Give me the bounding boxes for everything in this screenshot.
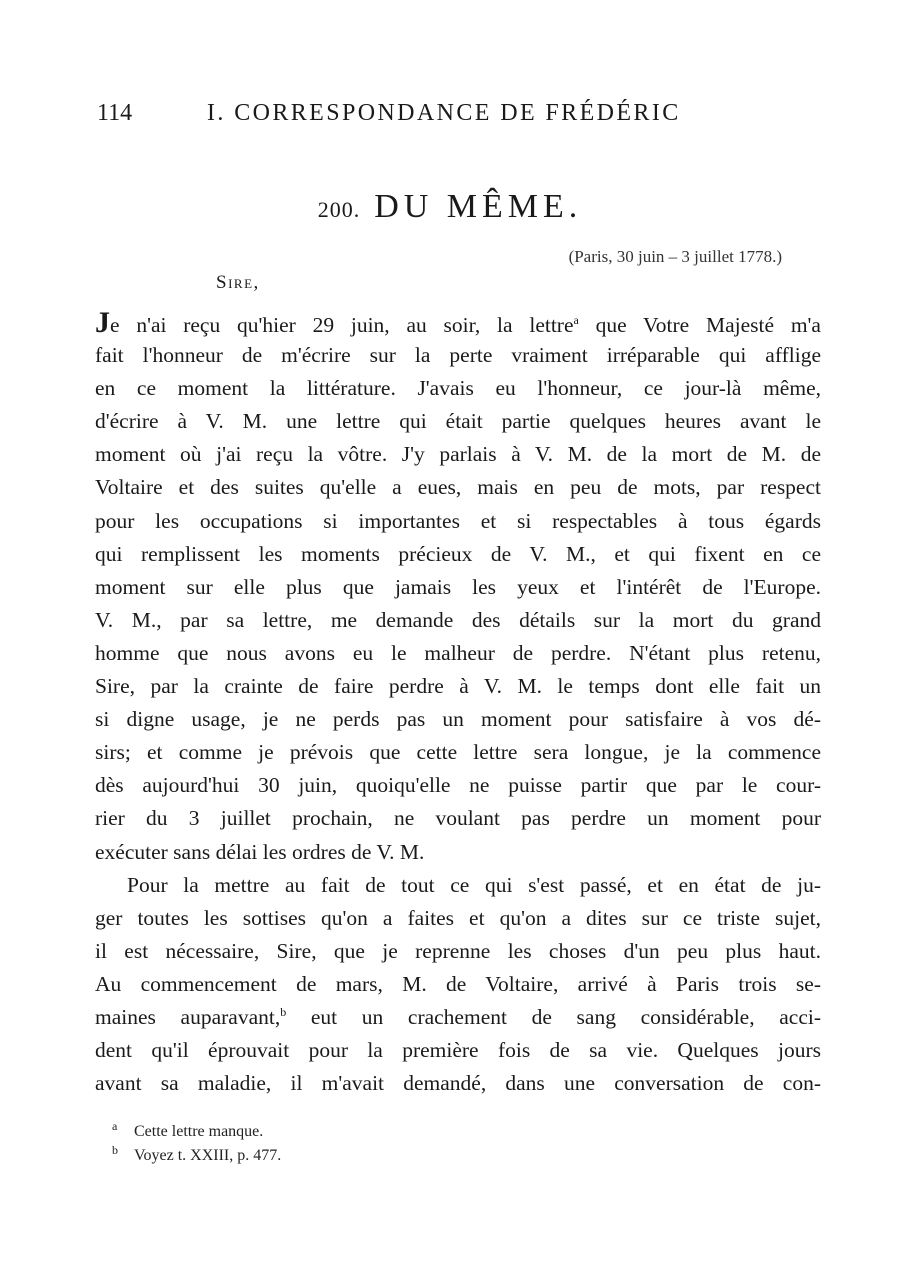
body-line: Voltaire et des suites qu'elle a eues, mais en peu de mots, par respect	[95, 475, 821, 500]
body-line: Sire, par la crainte de faire perdre à V. M. le temps dont elle fait un	[95, 674, 821, 699]
running-head	[97, 100, 737, 127]
footnote-ref-b: b	[280, 1004, 287, 1019]
body-line: dent qu'il éprouvait pour la première fois de sa vie. Quelques jours	[95, 1038, 821, 1063]
body-line: qui remplissent les moments précieux de V. M., et qui fixent en ce	[95, 541, 821, 566]
body-line: il est nécessaire, Sire, que je reprenne les choses d'un peu plus haut.	[95, 938, 821, 963]
body-line-text: e n'ai reçu qu'hier 29 juin, au soir, la lettre	[110, 313, 574, 337]
body-line: ger toutes les sottises qu'on a faites et qu'on a dites sur ce triste sujet,	[95, 905, 821, 930]
body-line: V. M., par sa lettre, me demande des détails sur la mort du grand	[95, 607, 821, 632]
body-line-text: maines auparavant,	[95, 1004, 281, 1029]
body-line: moment où j'ai reçu la vôtre. J'y parlais à V. M. de la mort de M. de	[95, 442, 821, 467]
letter-title: DU MÊME.	[374, 188, 583, 225]
body-line: rier du 3 juillet prochain, ne voulant pas perdre un moment pour	[95, 806, 821, 831]
footnote-ref-a: a	[573, 312, 579, 327]
footnote-text: Voyez t. XXIII, p. 477.	[134, 1147, 282, 1164]
footnotes	[112, 1120, 281, 1168]
letter-salutation: Sire,	[216, 272, 260, 293]
footnote-text: Cette lettre manque.	[134, 1123, 264, 1140]
letter-number: 200.	[317, 197, 361, 222]
footnote: b Voyez t. XXIII, p. 477.	[112, 1142, 282, 1164]
running-head-title: I. CORRESPONDANCE DE FRÉDÉRIC	[207, 100, 681, 126]
body-line: Pour la mettre au fait de tout ce qui s'est passé, et en état de ju-	[127, 872, 821, 897]
letter-body	[95, 306, 821, 1100]
footnote: a Cette lettre manque.	[112, 1118, 264, 1140]
body-line: si digne usage, je ne perds pas un moment pour satisfaire à vos dé-	[95, 707, 821, 732]
body-line: sirs; et comme je prévois que cette lettre sera longue, je la commence	[95, 740, 821, 765]
body-line	[95, 306, 821, 339]
body-line: exécuter sans délai les ordres de V. M.	[95, 839, 425, 864]
letter-dateline: (Paris, 30 juin – 3 juillet 1778.)	[568, 247, 782, 266]
body-line	[95, 1001, 821, 1034]
body-line: Au commencement de mars, M. de Voltaire, arrivé à Paris trois se-	[95, 971, 821, 996]
body-line: moment sur elle plus que jamais les yeux et l'intérêt de l'Europe.	[95, 574, 821, 599]
body-line: fait l'honneur de m'écrire sur la perte vraiment irréparable qui afflige	[95, 343, 821, 368]
letter-heading	[0, 188, 900, 226]
body-line-text: que Votre Majesté m'a	[578, 313, 821, 337]
body-line: pour les occupations si importantes et si respectables à tous égards	[95, 508, 821, 533]
page-number: 114	[97, 100, 133, 126]
body-line-text: eut un crachement de sang considérable, acci-	[286, 1004, 821, 1029]
body-line: dès aujourd'hui 30 juin, quoiqu'elle ne puisse partir que par le cour-	[95, 773, 821, 798]
body-line: en ce moment la littérature. J'avais eu l'honneur, ce jour-là même,	[95, 376, 821, 401]
drop-initial: J	[95, 306, 110, 339]
body-line: avant sa maladie, il m'avait demandé, dans une conversation de con-	[95, 1071, 821, 1096]
body-line: homme que nous avons eu le malheur de perdre. N'étant plus retenu,	[95, 640, 821, 665]
body-line: d'écrire à V. M. une lettre qui était partie quelques heures avant le	[95, 409, 821, 434]
